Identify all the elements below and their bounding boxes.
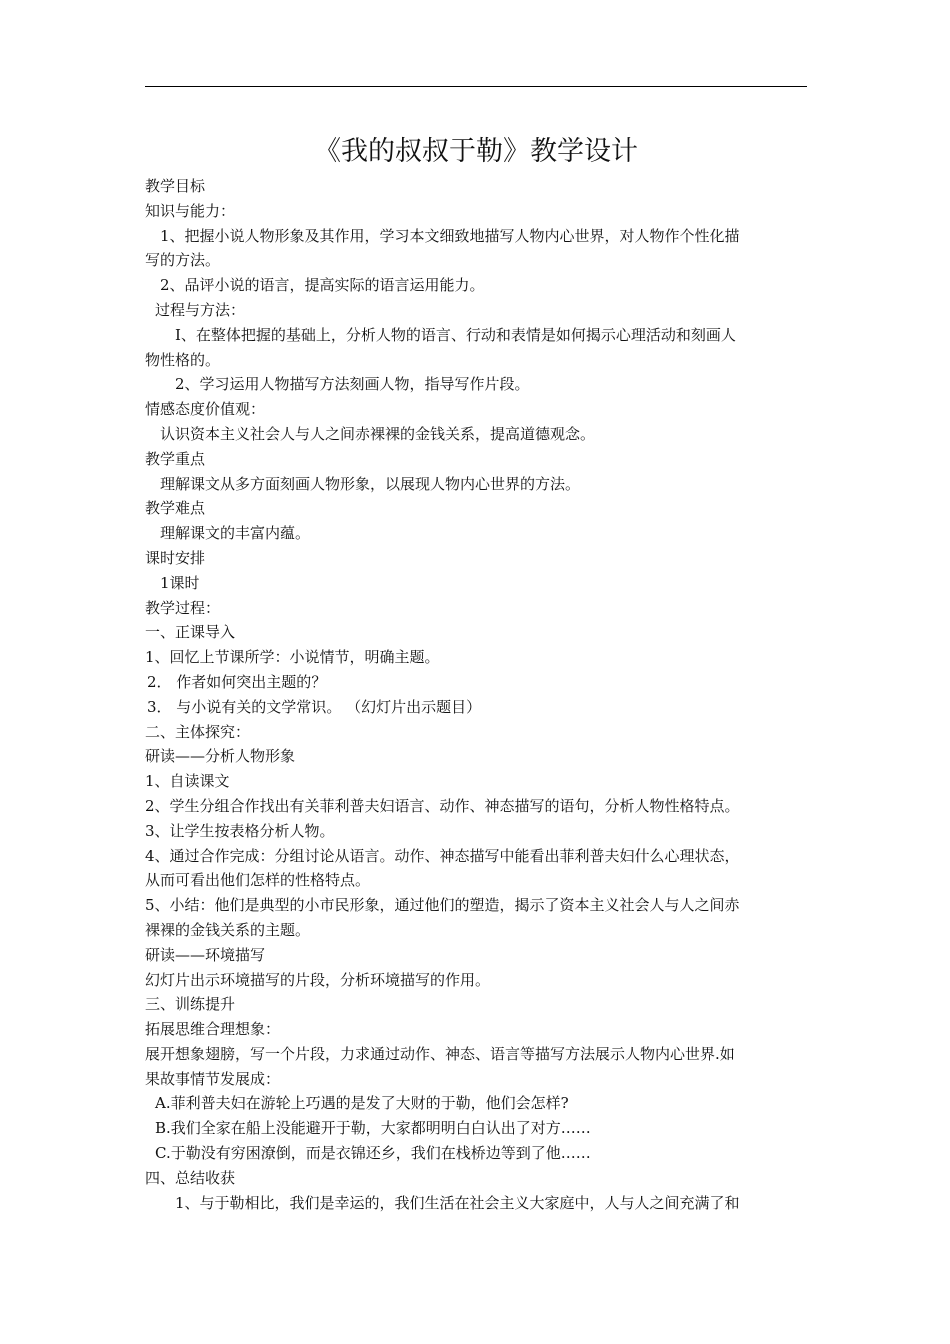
text-line: A.菲利普夫妇在游轮上巧遇的是发了大财的于勒，他们会怎样? [155, 1094, 569, 1113]
text-line: B.我们全家在船上没能避开于勒，大家都明明白白认出了对方…… [155, 1119, 591, 1138]
text-line: 3、让学生按表格分析人物。 [145, 821, 335, 840]
text-line: 教学过程： [145, 598, 221, 617]
text-line: 2、学生分组合作找出有关菲利普夫妇语言、动作、神态描写的语句，分析人物性格特点。 [145, 796, 740, 815]
text-line: 教学目标 [145, 177, 206, 195]
text-line: 展开想象翅膀，写一个片段，力求通过动作、神态、语言等描写方法展示人物内心世界.如 [145, 1044, 735, 1063]
text-line: 2、品评小说的语言，提高实际的语言运用能力。 [160, 276, 485, 295]
document-body [145, 174, 809, 1215]
text-line: 幻灯片出示环境描写的片段，分析环境描写的作用。 [145, 970, 491, 989]
text-line: 一、正课导入 [145, 623, 236, 642]
text-line: 1、自读课文 [145, 772, 230, 791]
text-line: 裸裸的金钱关系的主题。 [145, 920, 311, 939]
text-line: 教学难点 [145, 499, 206, 518]
text-line: 2、学习运用人物描写方法刻画人物，指导写作片段。 [175, 375, 530, 394]
text-line: 过程与方法： [155, 300, 246, 319]
text-line: 理解课文从多方面刻画人物形象，以展现人物内心世界的方法。 [160, 474, 581, 493]
text-line: 研读——环境描写 [145, 945, 266, 964]
text-line: 认识资本主义社会人与人之间赤裸裸的金钱关系，提高道德观念。 [160, 424, 596, 443]
text-line: 3． 与小说有关的文学常识。 （幻灯片出示题目） [147, 697, 482, 716]
text-line: 二、主体探究： [145, 722, 251, 741]
text-line: 物性格的。 [145, 350, 221, 369]
header-rule [145, 86, 807, 87]
text-line: 知识与能力： [145, 201, 236, 220]
text-line: 果故事情节发展成： [145, 1069, 281, 1088]
text-line: 情感态度价值观： [145, 400, 266, 419]
text-line: 1、与于勒相比，我们是幸运的，我们生活在社会主义大家庭中，人与人之间充满了和 [175, 1193, 740, 1212]
text-line: 1、把握小说人物形象及其作用，学习本文细致地描写人物内心世界，对人物作个性化描 [160, 226, 740, 245]
document-title: 《我的叔叔于勒》教学设计 [314, 136, 638, 167]
text-line: 4、通过合作完成：分组讨论从语言。动作、神态描写中能看出菲利普夫妇什么心理状态， [145, 846, 740, 865]
text-line: 写的方法。 [145, 251, 221, 270]
text-line: 1课时 [160, 573, 200, 592]
text-line: I、在整体把握的基础上，分析人物的语言、行动和表情是如何揭示心理活动和刻画人 [175, 325, 736, 344]
text-line: 三、训练提升 [145, 995, 236, 1014]
text-line: 从而可看出他们怎样的性格特点。 [145, 871, 371, 890]
text-line: 研读——分析人物形象 [145, 747, 296, 766]
text-line: 课时安排 [145, 548, 206, 567]
text-line: 理解课文的丰富内蕴。 [160, 524, 311, 543]
text-line: C.于勒没有穷困潦倒，而是衣锦还乡，我们在栈桥边等到了他…… [155, 1144, 591, 1163]
text-line: 教学重点 [145, 449, 206, 468]
text-line: 2． 作者如何突出主题的？ [147, 672, 327, 691]
text-line: 四、总结收获 [145, 1168, 236, 1187]
text-line: 1、回忆上节课所学：小说情节，明确主题。 [145, 648, 440, 667]
text-line: 5、小结：他们是典型的小市民形象，通过他们的塑造，揭示了资本主义社会人与人之间赤 [145, 896, 740, 915]
text-line: 拓展思维合理想象： [145, 1020, 281, 1039]
